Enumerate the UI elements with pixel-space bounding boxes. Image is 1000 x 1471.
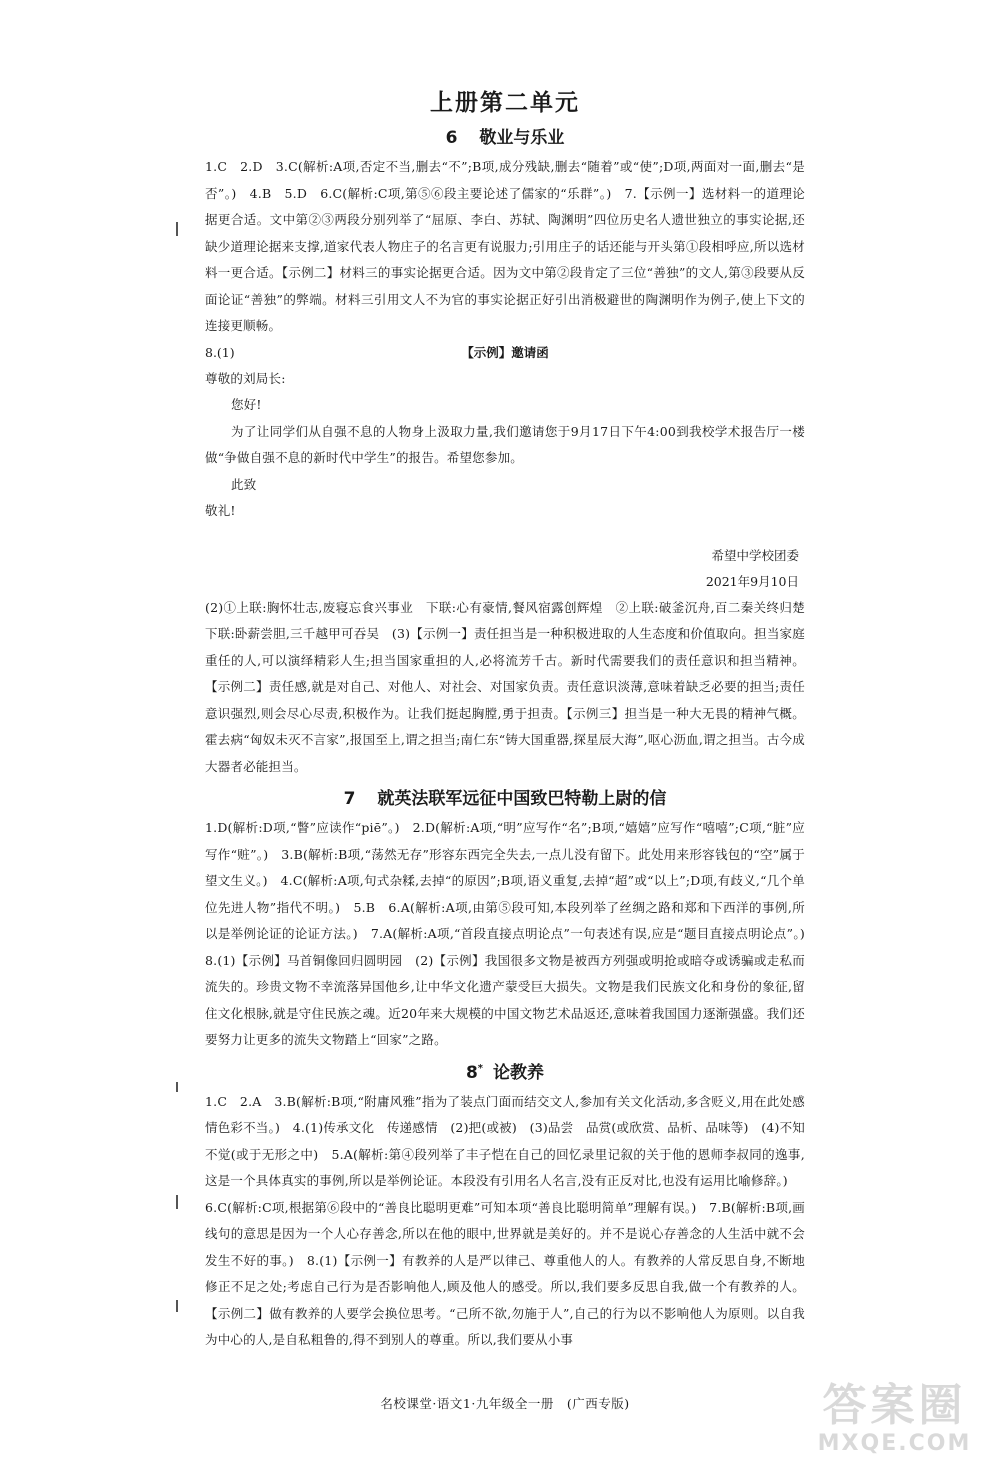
lesson-7-heading: [205, 784, 805, 809]
answer-page: [205, 84, 818, 1354]
lesson-8-heading: [205, 1058, 805, 1083]
lesson-6-answers-cont: (2)①上联:胸怀壮志,废寝忘食兴事业 下联:心有豪情,餐风宿露创辉煌 ②上联:破釜沉舟,百二秦关终归楚 下联:卧薪尝胆,三千越甲可吞吴 (3)【示例一】责任担当是一种积极进取的人生态度和价值取向。担当家庭重任的人,可以演绎精彩人生;担当国家重担的人,必将流芳千古。新时代需要我们的责任意识和担当精神。【示例二】责任感,就是对自己、对他人、对社会、对国家负责。责任意识淡薄,意味着缺乏必要的担当;责任意识强烈,则会尽心尽责,积极作为。让我们挺起胸膛,勇于担责。【示例三】担当是一种大无畏的精神气概。霍去病“匈奴未灭不言家”,报国至上,谓之担当;南仁东“铸大国重器,探星辰大海”,呕心沥血,谓之担当。古今成大器者必能担当。: [205, 599, 818, 774]
lesson-number: 6: [445, 128, 458, 148]
question-label: 8.(1): [205, 344, 235, 360]
watermark-text: 答案圈: [822, 1380, 967, 1431]
optional-marker: *: [477, 1062, 484, 1074]
question-8-header: [205, 340, 805, 366]
lesson-6-answers: 1.C 2.D 3.C(解析:A项,否定不当,删去“不”;B项,成分残缺,删去“随着”或“使”;D项,两面对一面,删去“是否”。) 4.B 5.D 6.C(解析:C项,第⑤⑥段主要论述了儒家的“乐群”。) 7.【示例一】选材料一的道理论据更合适。文中第②③两段分别列举了“屈原、李白、苏轼、陶渊明”四位历史名人遗世独立的事实论据,还缺少道理论据来支撑,道家代表人物庄子的名言更有说服力;引用庄子的话还能与开头第①段相呼应,所以选材料一更合适。【示例二】材料三的事实论据更合适。因为文中第②段肯定了三位“善独”的文人,第③段要从反面论证“善独”的弊端。材料三引用文人不为官的事实论据正好引出消极避世的陶渊明作为例子,使上下文的连接更顺畅。: [205, 159, 805, 333]
letter-greeting: 您好!: [231, 397, 262, 412]
letter-closing-2: 敬礼!: [205, 503, 236, 518]
lesson-8-answers-cont: 6.C(解析:C项,根据第⑥段中的“善良比聪明更难”可知本项“善良比聪明简单”理解有误。) 7.B(解析:B项,画线句的意思是因为一个人心存善念,所以在他的眼中,世界就是美好的。并不是说心存善念的人生活中就不会发生不好的事。) 8.(1)【示例一】有教养的人是严以律己、尊重他人的人。有教养的人常反思自身,不断地修正不足之处;考虑自己行为是否影响他人,顾及他人的感受。所以,我们要多反思自我,做一个有教养的人。【示例二】做有教养的人要学会换位思考。“己所不欲,勿施于人”,自己的行为以不影响他人为原则。以自我为中心的人,是自私粗鲁的,得不到别人的尊重。所以,我们要从小事: [205, 1199, 805, 1347]
watermark-url: MXQE.COM: [817, 1431, 972, 1456]
watermark-logo: [807, 1381, 982, 1461]
margin-mark: [176, 1195, 178, 1209]
page-footer: 名校课堂·语文1·九年级全一册 (广西专版): [380, 1396, 630, 1411]
letter-salutation: 尊敬的刘局长:: [205, 370, 286, 386]
lesson-title: 论教养: [493, 1062, 545, 1083]
lesson-8-answers: 1.C 2.A 3.B(解析:B项,“附庸风雅”指为了装点门面而结交文人,参加有关文化活动,多含贬义,用在此处感情色彩不当。) 4.(1)传承文化 传递感情 (2)把(或被) (3)品尝 品赏(或欣赏、品析、品味等) (4)不知不觉(或于无形之中) 5.A(解析:第④段列举了丰子恺在自己的回忆录里记叙的关于他的恩师李叔同的逸事,这是一个具体真实的事例,所以是举例论证。本段没有引用名人名言,没有正反对比,也没有运用比喻修辞。): [205, 1093, 805, 1188]
letter-signer: 希望中学校团委: [711, 547, 799, 563]
margin-mark: [176, 1300, 178, 1312]
letter-date: 2021年9月10日: [705, 573, 799, 589]
lesson-title: 敬业与乐业: [479, 128, 565, 148]
letter-body: 为了让同学们从自强不息的人物身上汲取力量,我们邀请您于9月17日下午4:00到我校学术报告厅一楼做“争做自强不息的新时代中学生”的报告。希望您参加。: [205, 423, 805, 465]
letter-closing-1: 此致: [231, 476, 257, 492]
margin-mark: [176, 1082, 178, 1092]
lesson-title: 就英法联军远征中国致巴特勒上尉的信: [377, 789, 667, 809]
unit-title: 上册第二单元: [430, 90, 580, 116]
lesson-number: 7: [343, 789, 356, 809]
example-title: 【示例】邀请函: [461, 344, 549, 360]
margin-mark: [176, 222, 178, 236]
lesson-number: 8: [465, 1062, 478, 1083]
lesson-6-heading: [205, 123, 805, 148]
lesson-7-answers: 1.D(解析:D项,“瞥”应读作“piē”。) 2.D(解析:A项,“明”应写作“名”;B项,“嬉嬉”应写作“嘻嘻”;C项,“脏”应写作“赃”。) 3.B(解析:B项,“荡然无存”形容东西完全失去,一点儿没有留下。此处用来形容钱包的“空”属于望文生义。) 4.C(解析:A项,句式杂糅,去掉“的原因”;B项,语义重复,去掉“超”或“以上”;D项,有歧义,“几个单位先进人物”指代不明。) 5.B 6.A(解析:A项,由第⑤段可知,本段列举了丝绸之路和郑和下西洋的事例,所以是举例论证的论证方法。) 7.A(解析:A项,“首段直接点明论点”一句表述有误,应是“题目直接点明论点”。) 8.(1)【示例】马首铜像回归圆明园 (2)【示例】我国很多文物是被西方列强或明抢或暗夺或诱骗或走私而流失的。珍贵文物不幸流落异国他乡,让中华文化遗产蒙受巨大损失。文物是我们民族文化和身份的象征,留住文化根脉,就是守住民族之魂。近20年来大规模的中国文物艺术品返还,意味着我国国力逐渐强盛。我们还要努力让更多的流失文物踏上“回家”之路。: [205, 820, 818, 1047]
